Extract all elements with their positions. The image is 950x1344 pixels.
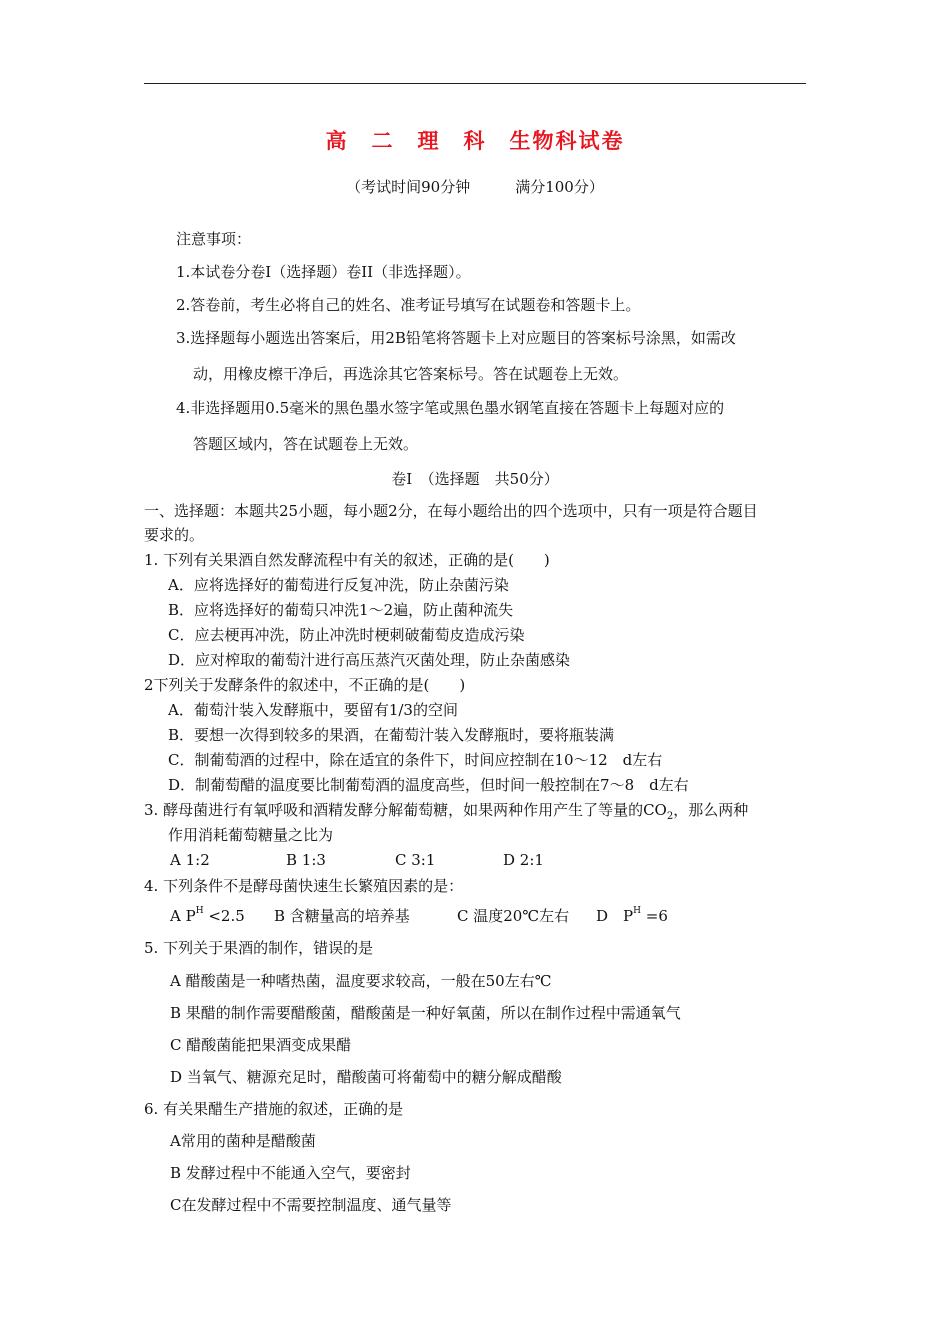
question-1-option-b: B．应将选择好的葡萄只冲洗1～2遍，防止菌种流失 — [168, 601, 514, 619]
header-rule — [144, 83, 806, 84]
question-4-option-b: B 含糖量高的培养基 — [274, 907, 410, 925]
question-4-option-a-text: A P — [170, 907, 196, 925]
question-6-option-a: A常用的菌种是醋酸菌 — [170, 1132, 316, 1150]
question-1-option-a: A．应将选择好的葡萄进行反复冲洗，防止杂菌污染 — [168, 576, 509, 594]
question-5-option-c: C 醋酸菌能把果酒变成果醋 — [170, 1036, 352, 1054]
exam-subtitle: （考试时间90分钟 满分100分） — [346, 178, 604, 196]
question-3-option-b: B 1:3 — [286, 851, 326, 869]
section-intro: 一、选择题：本题共25小题，每小题2分，在每小题给出的四个选项中，只有一项是符合题目 — [144, 502, 758, 520]
question-5-option-b: B 果醋的制作需要醋酸菌，醋酸菌是一种好氧菌，所以在制作过程中需通氧气 — [170, 1004, 681, 1022]
question-2-option-a: A．葡萄汁装入发酵瓶中，要留有1/3的空间 — [168, 701, 458, 719]
question-5-option-d: D 当氧气、糖源充足时，醋酸菌可将葡萄中的糖分解成醋酸 — [170, 1068, 562, 1086]
question-4-option-a-value: <2.5 — [203, 907, 245, 925]
exam-title: 高 二 理 科 生物科试卷 — [325, 129, 625, 153]
question-6-option-b: B 发酵过程中不能通入空气，要密封 — [170, 1164, 411, 1182]
ph-superscript: H — [633, 906, 641, 916]
question-3-stem-text: 3. 酵母菌进行有氧呼吸和酒精发酵分解葡萄糖，如果两种作用产生了等量的CO — [144, 801, 667, 819]
question-4-option-d — [596, 906, 668, 926]
question-1-option-c: C．应去梗再冲洗，防止冲洗时梗刺破葡萄皮造成污染 — [168, 626, 525, 644]
question-5-option-a: A 醋酸菌是一种嗜热菌，温度要求较高，一般在50左右℃ — [170, 972, 552, 990]
question-4-option-d-value: =6 — [640, 907, 668, 925]
note-item-2: 2.答卷前，考生必将自己的姓名、准考证号填写在试题卷和答题卡上。 — [176, 296, 641, 314]
note-item-4: 4.非选择题用0.5毫米的黑色墨水签字笔或黑色墨水钢笔直接在答题卡上每题对应的 — [176, 399, 725, 417]
question-2-option-d: D．制葡萄醋的温度要比制葡萄酒的温度高些，但时间一般控制在7～8 d左右 — [168, 776, 689, 794]
question-2-option-c: C．制葡萄酒的过程中，除在适宜的条件下，时间应控制在10～12 d左右 — [168, 751, 663, 769]
question-3-stem — [144, 800, 748, 827]
question-3-option-d: D 2:1 — [503, 851, 544, 869]
question-4-option-a — [170, 906, 245, 926]
question-3-stem-text-end: ，那么两种 — [673, 801, 749, 819]
question-6-stem: 6. 有关果醋生产措施的叙述，正确的是 — [144, 1100, 404, 1118]
note-item-4-cont: 答题区域内，答在试题卷上无效。 — [193, 435, 419, 453]
question-5-stem: 5. 下列关于果酒的制作，错误的是 — [144, 939, 374, 957]
note-item-1: 1.本试卷分卷I（选择题）卷II（非选择题）。 — [176, 263, 471, 281]
question-3-stem-cont: 作用消耗葡萄糖量之比为 — [168, 826, 334, 844]
question-2-stem: 2下列关于发酵条件的叙述中，不正确的是( ) — [144, 676, 466, 694]
question-4-option-d-text: D P — [596, 907, 634, 925]
question-1-option-d: D．应对榨取的葡萄汁进行高压蒸汽灭菌处理，防止杂菌感染 — [168, 651, 571, 669]
question-3-option-c: C 3:1 — [395, 851, 436, 869]
ph-superscript: H — [195, 906, 204, 916]
notes-heading: 注意事项： — [176, 230, 252, 248]
note-item-3-cont: 动，用橡皮檫干净后，再选涂其它答案标号。答在试题卷上无效。 — [193, 365, 629, 383]
question-2-option-b: B．要想一次得到较多的果酒，在葡萄汁装入发酵瓶时，要将瓶装满 — [168, 726, 615, 744]
section-intro-cont: 要求的。 — [144, 526, 205, 544]
question-4-option-c: C 温度20℃左右 — [457, 907, 570, 925]
question-4-stem: 4. 下列条件不是酵母菌快速生长繁殖因素的是： — [144, 877, 464, 895]
question-3-option-a: A 1:2 — [170, 851, 210, 869]
question-6-option-c: C在发酵过程中不需要控制温度、通气量等 — [170, 1196, 452, 1214]
note-item-3: 3.选择题每小题选出答案后，用2B铅笔将答题卡上对应题目的答案标号涂黑，如需改 — [176, 329, 736, 347]
section-title: 卷I （选择题 共50分） — [391, 470, 559, 488]
question-1-stem: 1. 下列有关果酒自然发酵流程中有关的叙述，正确的是( ) — [144, 551, 550, 569]
co2-subscript: 2 — [666, 811, 674, 822]
